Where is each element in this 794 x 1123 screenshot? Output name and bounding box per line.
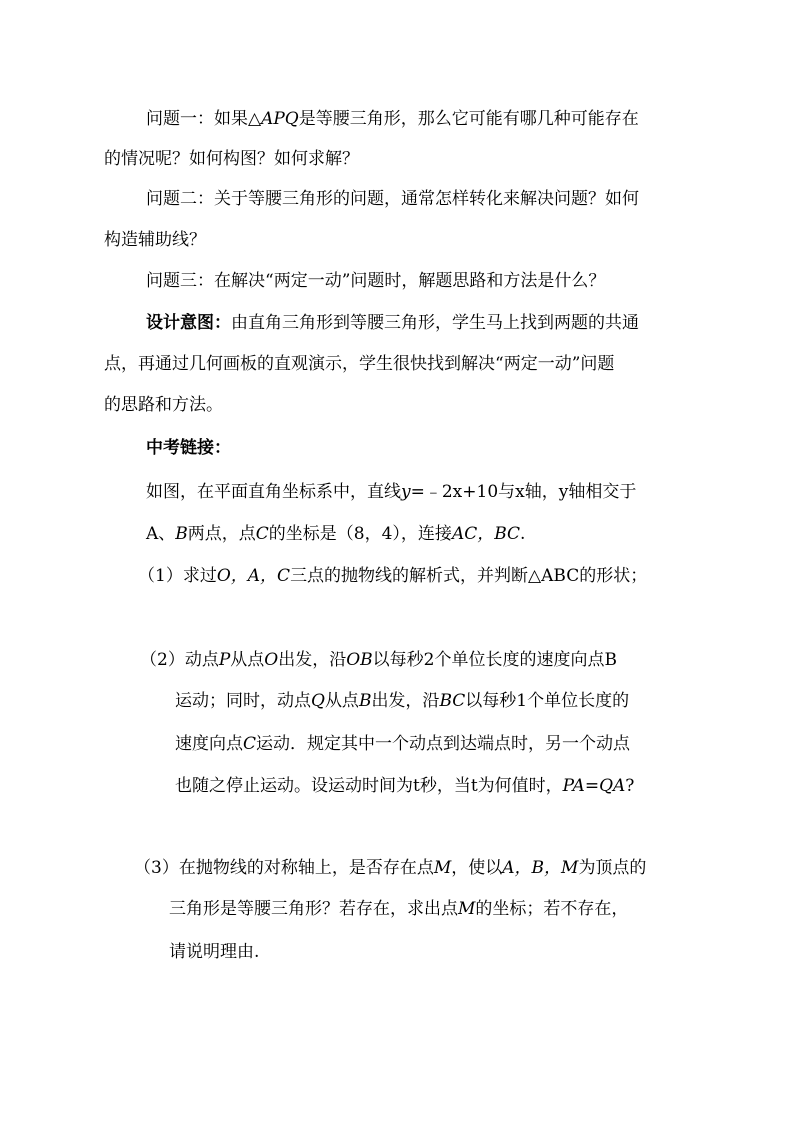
question-one-line-1: 问题一：如果△APQ是等腰三角形，那么它可能有哪几种可能存在 [146,109,639,129]
design-intent-line-2: 点，再通过几何画板的直观演示，学生很快找到解决“两定一动”问题 [104,354,615,374]
question-two-line-1: 问题二：关于等腰三角形的问题，通常怎样转化来解决问题？如何 [146,189,639,209]
problem-line-1: 如图，在平面直角坐标系中，直线y=﹣2x+10与x轴，y轴相交于 [146,482,637,502]
part-two-line-1: （2）动点P从点O出发，沿OB以每秒2个单位长度的速度向点B [140,650,617,670]
question-two-line-2: 构造辅助线？ [104,230,206,250]
design-intent-line-3: 的思路和方法。 [104,395,223,415]
question-one-line-2: 的情况呢？如何构图？如何求解？ [104,149,359,169]
part-two-line-2: 运动；同时，动点Q从点B出发，沿BC以每秒1个单位长度的 [175,691,630,711]
part-two-line-4: 也随之停止运动。设运动时间为t秒，当t为何值时，PA=QA? [175,776,635,796]
part-three-line-3: 请说明理由. [169,942,260,962]
question-three-line: 问题三：在解决“两定一动”问题时，解题思路和方法是什么？ [146,271,606,291]
design-intent-line-1: 设计意图：由直角三角形到等腰三角形，学生马上找到两题的共通 [146,313,639,333]
part-three-line-2: 三角形是等腰三角形？若存在，求出点M的坐标；若不存在， [169,899,629,919]
part-three-line-1: （3）在抛物线的对称轴上，是否存在点M，使以A，B，M为顶点的 [134,858,647,878]
part-one-line: （1）求过O，A，C三点的抛物线的解析式，并判断△ABC的形状； [138,566,648,586]
design-intent-label: 设计意图： [146,313,231,333]
problem-line-2: A、B两点，点C的坐标是（8，4），连接AC，BC. [146,524,526,544]
exam-link-heading: 中考链接： [146,438,231,458]
part-two-line-3: 速度向点C运动．规定其中一个动点到达端点时，另一个动点 [175,734,631,754]
